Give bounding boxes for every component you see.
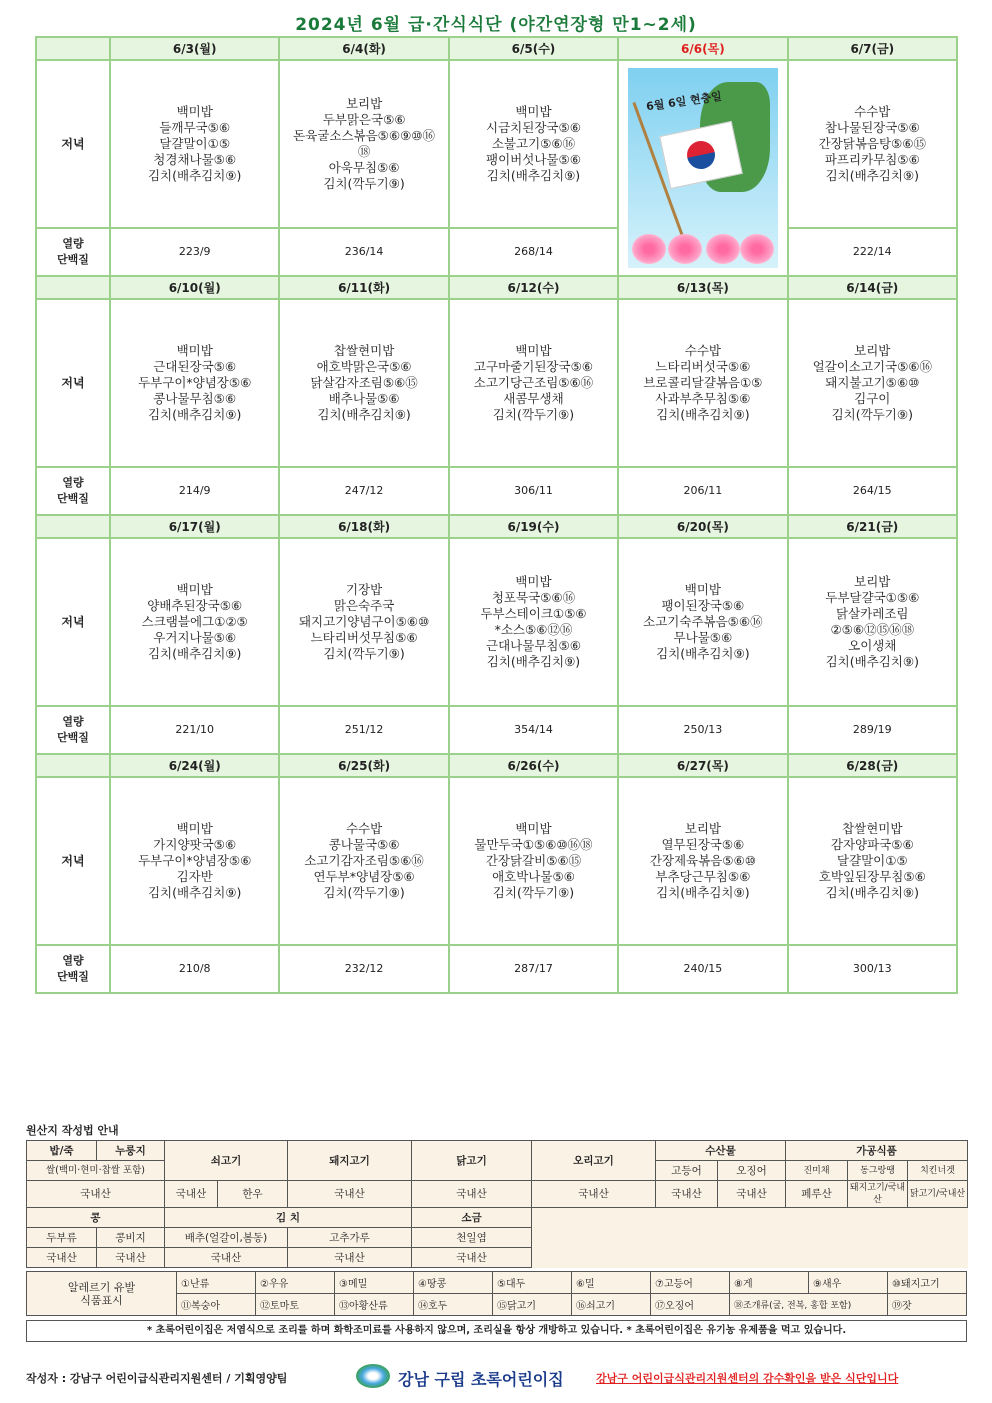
- day-nutrition: 210/8: [110, 945, 279, 993]
- author-text: 작성자 : 강남구 어린이급식관리지원센터 / 기획영양팀: [26, 1372, 288, 1385]
- day-date: 6/14(금): [788, 276, 957, 299]
- origin-v-chickennugget: 닭고기/국내산: [908, 1181, 968, 1208]
- day-menu: [279, 60, 448, 228]
- day-date: 6/11(화): [279, 276, 448, 299]
- menu-item: 우거지나물⑤⑥: [153, 630, 237, 645]
- day-menu: [449, 538, 618, 706]
- date-row: [36, 515, 957, 538]
- origin-h-chili: 고추가루: [288, 1228, 412, 1248]
- menu-item: 고구마줄기된장국⑤⑥: [473, 359, 593, 374]
- allergen-item: ①난류: [177, 1272, 256, 1294]
- page-title: 2024년 6월 급·간식식단 (야간연장형 만1~2세): [295, 15, 697, 35]
- origin-h-squid: 오징어: [718, 1161, 786, 1181]
- menu-item: 파프리카무침⑤⑥: [824, 152, 920, 167]
- menu-item: 김치(배추김치⑨): [147, 407, 242, 422]
- allergy-label: 알레르기 유발 식품표시: [27, 1272, 177, 1316]
- menu-item: 김치(깍두기⑨): [323, 176, 405, 191]
- nutrition-row-label: 열량 단백질: [36, 467, 110, 515]
- menu-item: 호박잎된장무침⑤⑥: [818, 869, 926, 884]
- day-menu: [788, 777, 957, 945]
- allergen-item: ⑫토마토: [256, 1294, 335, 1316]
- kindergarten-name: 강남 구립 초록어린이집: [398, 1370, 564, 1389]
- day-date: 6/3(월): [110, 37, 279, 60]
- origin-h-kongbiji: 콩비지: [97, 1228, 165, 1248]
- day-nutrition: 236/14: [279, 228, 448, 276]
- day-menu: [279, 777, 448, 945]
- menu-item: 백미밥: [176, 821, 213, 836]
- menu-item: 달걀말이①⑤: [836, 853, 908, 868]
- day-menu: [279, 538, 448, 706]
- footer: [26, 1362, 966, 1390]
- menu-item: 스크램블에그①②⑤: [141, 614, 248, 629]
- menu-item: 보리밥: [684, 821, 721, 836]
- menu-item: 김치(깍두기⑨): [323, 646, 405, 661]
- menu-item: 간장닭볶음탕⑤⑥⑮: [818, 136, 926, 151]
- menu-item: 두부달걀국①⑤⑥: [825, 590, 920, 605]
- menu-item: 가지양팟국⑤⑥: [153, 837, 237, 852]
- menu-item: 김치(배추김치⑨): [317, 407, 411, 422]
- meal-row-label: 저녁: [36, 538, 110, 706]
- menu-item: 두부구이*양념장⑤⑥: [138, 853, 252, 868]
- origin-h-mackerel: 고등어: [656, 1161, 718, 1181]
- origin-v-tofu: 국내산: [27, 1248, 97, 1268]
- origin-section-title: 원산지 작성법 안내: [26, 1124, 119, 1137]
- allergy-table: [26, 1271, 967, 1316]
- menu-item: 배추나물⑤⑥: [328, 391, 400, 406]
- day-nutrition: 232/12: [279, 945, 448, 993]
- menu-item: 돼지불고기⑤⑥⑩: [825, 375, 920, 390]
- illustration-caption: 6월 6일 현충일: [645, 89, 723, 114]
- date-row: [36, 37, 957, 60]
- menu-item: 찹쌀현미밥: [842, 821, 903, 836]
- menu-item: 양배추된장국⑤⑥: [147, 598, 243, 613]
- menu-item: 백미밥: [176, 343, 213, 358]
- menu-item: 참나물된장국⑤⑥: [824, 120, 920, 135]
- origin-h-chicken: 닭고기: [412, 1141, 532, 1181]
- menu-item: 보리밥: [854, 343, 891, 358]
- origin-v-chili: 국내산: [288, 1248, 412, 1268]
- allergen-item: ⑦고등어: [651, 1272, 730, 1294]
- allergen-item: ③메밀: [335, 1272, 414, 1294]
- day-menu: [788, 299, 957, 467]
- origin-v-beef1: 국내산: [165, 1181, 218, 1208]
- menu-item: 찹쌀현미밥: [333, 343, 395, 358]
- day-nutrition: 306/11: [449, 467, 618, 515]
- menu-item: 김치(깍두기⑨): [492, 885, 575, 900]
- menu-item: 김치(깍두기⑨): [831, 407, 913, 422]
- menu-item: 김구이: [854, 391, 891, 406]
- menu-item: 백미밥: [515, 343, 552, 358]
- menu-item: 간장닭갈비⑤⑥⑮: [485, 853, 582, 868]
- menu-table: [35, 36, 958, 994]
- menu-item: 소고기감자조림⑤⑥⑯: [304, 853, 424, 868]
- day-date: 6/12(수): [449, 276, 618, 299]
- allergen-item: ⑧게: [730, 1272, 809, 1294]
- allergen-item: ⑱조개류(굴, 전복, 홍합 포함): [730, 1294, 888, 1316]
- origin-v-cabbage: 국내산: [165, 1248, 288, 1268]
- flowers-icon: [628, 222, 778, 268]
- origin-h-cabbage: 배추(얼갈이,봄동): [165, 1228, 288, 1248]
- allergen-item: ②우유: [256, 1272, 335, 1294]
- menu-item: 김치(배추김치⑨): [656, 885, 750, 900]
- date-row: [36, 754, 957, 777]
- day-nutrition: 251/12: [279, 706, 448, 754]
- menu-item: 수수밥: [684, 343, 721, 358]
- menu-item: 김치(배추김치⑨): [486, 654, 581, 669]
- day-menu: [618, 299, 787, 467]
- day-date: 6/25(화): [279, 754, 448, 777]
- menu-item: 새콤무생채: [503, 391, 564, 406]
- menu-item: 돈육굴소스볶음⑤⑥⑨⑩⑯: [293, 128, 436, 143]
- date-row-label: [36, 276, 110, 299]
- origin-h-pork: 돼지고기: [288, 1141, 412, 1181]
- day-date: 6/26(수): [449, 754, 618, 777]
- day-menu: [449, 60, 618, 228]
- allergen-item: ⑭호두: [414, 1294, 493, 1316]
- kindergarten-logo-icon: [356, 1364, 390, 1388]
- allergen-item: ⑮닭고기: [493, 1294, 572, 1316]
- allergen-item: ⑪복숭아: [177, 1294, 256, 1316]
- menu-item: 백미밥: [515, 574, 552, 589]
- origin-h-salt: 소금: [412, 1208, 532, 1228]
- menu-item: 김치(배추김치⑨): [656, 646, 750, 661]
- menu-item: 백미밥: [684, 582, 721, 597]
- menu-item: 근대나물무침⑤⑥: [486, 638, 581, 653]
- origin-h-chickennugget: 치킨너겟: [908, 1161, 968, 1181]
- origin-h-sea-salt: 천일염: [412, 1228, 532, 1248]
- memorial-day-illustration: [628, 68, 778, 268]
- day-menu: [110, 60, 279, 228]
- menu-item: *소스⑤⑥⑫⑯: [494, 622, 573, 637]
- date-row-label: [36, 754, 110, 777]
- menu-item: 김자반: [176, 869, 213, 884]
- origin-h-tofu: 두부류: [27, 1228, 97, 1248]
- nutrition-row-label: 열량 단백질: [36, 706, 110, 754]
- menu-item: 오이생채: [848, 638, 897, 653]
- menu-item: 김치(배추김치⑨): [486, 168, 581, 183]
- day-date: 6/17(월): [110, 515, 279, 538]
- allergen-item: ⑨새우: [809, 1272, 888, 1294]
- menu-item: 팽이버섯나물⑤⑥: [486, 152, 581, 167]
- day-nutrition: 289/19: [788, 706, 957, 754]
- day-nutrition: 300/13: [788, 945, 957, 993]
- allergen-item: ⑬아황산류: [335, 1294, 414, 1316]
- menu-item: 느타리버섯국⑤⑥: [655, 359, 751, 374]
- menu-item: 닭살카레조림: [836, 606, 909, 621]
- day-menu: [618, 777, 787, 945]
- origin-v-mackerel: 국내산: [656, 1181, 718, 1208]
- origin-h-duck: 오리고기: [532, 1141, 656, 1181]
- day-nutrition: 247/12: [279, 467, 448, 515]
- menu-item: 김치(배추김치⑨): [147, 885, 242, 900]
- menu-item: 청경채나물⑤⑥: [153, 152, 237, 167]
- menu-item: 두부스테이크①⑤⑥: [480, 606, 587, 621]
- origin-v-duck: 국내산: [532, 1181, 656, 1208]
- menu-item: 콩나물무침⑤⑥: [153, 391, 237, 406]
- day-menu: [110, 538, 279, 706]
- menu-item: 김치(배추김치⑨): [147, 646, 242, 661]
- taeguk-icon: [684, 138, 717, 171]
- day-nutrition: 287/17: [449, 945, 618, 993]
- day-date: 6/6(목): [618, 37, 787, 60]
- menu-item: 두부구이*양념장⑤⑥: [138, 375, 252, 390]
- day-nutrition: 264/15: [788, 467, 957, 515]
- day-nutrition: 250/13: [618, 706, 787, 754]
- day-nutrition: 268/14: [449, 228, 618, 276]
- menu-item: 시금치된장국⑤⑥: [486, 120, 581, 135]
- menu-item: 소고기숙주볶음⑤⑥⑯: [643, 614, 763, 629]
- menu-item: 보리밥: [345, 96, 383, 111]
- day-date: 6/5(수): [449, 37, 618, 60]
- menu-item: 청포묵국⑤⑥⑯: [491, 590, 576, 605]
- menu-item: 김치(깍두기⑨): [492, 407, 575, 422]
- day-menu: [110, 299, 279, 467]
- menu-item: 들깨무국⑤⑥: [159, 120, 231, 135]
- menu-item: 부추당근무침⑤⑥: [655, 869, 751, 884]
- menu-item: 간장제육볶음⑤⑥⑩: [649, 853, 756, 868]
- menu-item: 김치(배추김치⑨): [656, 407, 750, 422]
- menu-item: 백미밥: [515, 821, 552, 836]
- menu-item: 백미밥: [176, 104, 213, 119]
- meal-row-label: 저녁: [36, 299, 110, 467]
- day-date: 6/27(목): [618, 754, 787, 777]
- day-menu: [110, 777, 279, 945]
- day-date: 6/7(금): [788, 37, 957, 60]
- menu-item: ⑱: [357, 144, 371, 159]
- menu-item: 콩나물국⑤⑥: [328, 837, 400, 852]
- menu-item: 김치(배추김치⑨): [825, 168, 919, 183]
- allergen-item: ④땅콩: [414, 1272, 493, 1294]
- meal-row-label: 저녁: [36, 777, 110, 945]
- day-date: 6/24(월): [110, 754, 279, 777]
- day-menu: [788, 60, 957, 228]
- day-date: 6/21(금): [788, 515, 957, 538]
- menu-item: 맑은숙주국: [333, 598, 395, 613]
- day-menu: [449, 299, 618, 467]
- day-nutrition: 240/15: [618, 945, 787, 993]
- day-menu: [618, 538, 787, 706]
- menu-item: 보리밥: [854, 574, 891, 589]
- origin-h-processed: 가공식품: [786, 1141, 968, 1161]
- menu-item: 수수밥: [345, 821, 383, 836]
- origin-h-rice-sub: 쌀(백미·현미·찹쌀 포함): [27, 1161, 165, 1181]
- menu-item: 애호박나물⑤⑥: [492, 869, 575, 884]
- day-menu: [449, 777, 618, 945]
- nutrition-row-label: 열량 단백질: [36, 228, 110, 276]
- menu-item: 돼지고기양념구이⑤⑥⑩: [298, 614, 430, 629]
- day-date: 6/10(월): [110, 276, 279, 299]
- menu-item: 김치(깍두기⑨): [323, 885, 405, 900]
- origin-v-rice: 국내산: [27, 1181, 165, 1208]
- origin-v-pork: 국내산: [288, 1181, 412, 1208]
- origin-v-salt: 국내산: [412, 1248, 532, 1268]
- menu-item: 백미밥: [176, 582, 213, 597]
- day-menu: [279, 299, 448, 467]
- menu-item: 김치(배추김치⑨): [825, 885, 919, 900]
- day-menu: [788, 538, 957, 706]
- menu-item: 연두부*양념장⑤⑥: [313, 869, 415, 884]
- nutrition-row-label: 열량 단백질: [36, 945, 110, 993]
- meal-row-label: 저녁: [36, 60, 110, 228]
- menu-item: 애호박맑은국⑤⑥: [316, 359, 412, 374]
- origin-h-jinmichae: 진미채: [786, 1161, 848, 1181]
- menu-item: 소불고기⑤⑥⑯: [491, 136, 576, 151]
- origin-table: [26, 1140, 968, 1268]
- menu-item: 백미밥: [515, 104, 552, 119]
- origin-h-beef: 쇠고기: [165, 1141, 288, 1181]
- menu-item: 느타리버섯무침⑤⑥: [310, 630, 418, 645]
- day-date: 6/4(화): [279, 37, 448, 60]
- allergen-item: ⑥밀: [572, 1272, 651, 1294]
- day-nutrition: 221/10: [110, 706, 279, 754]
- origin-h-donggeurang: 동그랑땡: [848, 1161, 908, 1181]
- day-date: 6/28(금): [788, 754, 957, 777]
- origin-v-beef2: 한우: [218, 1181, 288, 1208]
- kindergarten-note: * 초록어린이집은 저염식으로 조리를 하며 화학조미료를 사용하지 않으며, 조리실을 항상 개방하고 있습니다. * 초록어린이집은 유기농 유제품을 먹고 있습니다.: [26, 1320, 967, 1342]
- origin-v-donggeurang: 돼지고기/국내산: [848, 1181, 908, 1208]
- origin-h-nurungji: 누룽지: [97, 1141, 165, 1161]
- menu-item: 아욱무침⑤⑥: [328, 160, 400, 175]
- day-nutrition: 206/11: [618, 467, 787, 515]
- menu-item: 브로콜리달걀볶음①⑤: [643, 375, 763, 390]
- day-date: 6/13(목): [618, 276, 787, 299]
- date-row-label: [36, 37, 110, 60]
- origin-v-kongbiji: 국내산: [97, 1248, 165, 1268]
- menu-item: 물만두국①⑤⑥⑩⑯⑱: [474, 837, 593, 852]
- menu-item: 김치(배추김치⑨): [147, 168, 242, 183]
- day-date: 6/19(수): [449, 515, 618, 538]
- origin-blank-area: [532, 1208, 968, 1268]
- menu-item: 기장밥: [345, 582, 383, 597]
- origin-v-squid: 국내산: [718, 1181, 786, 1208]
- day-nutrition: 223/9: [110, 228, 279, 276]
- menu-item: 수수밥: [854, 104, 891, 119]
- menu-item: 닭살감자조림⑤⑥⑮: [310, 375, 418, 390]
- menu-item: 얼갈이소고기국⑤⑥⑯: [812, 359, 932, 374]
- origin-h-seafood: 수산물: [656, 1141, 786, 1161]
- origin-v-jinmichae: 페루산: [786, 1181, 848, 1208]
- menu-item: 김치(배추김치⑨): [825, 654, 919, 669]
- date-row-label: [36, 515, 110, 538]
- allergen-item: ⑩돼지고기: [888, 1272, 967, 1294]
- allergen-item: ⑲잣: [888, 1294, 967, 1316]
- menu-item: 무나물⑤⑥: [673, 630, 733, 645]
- allergen-item: ⑤대두: [493, 1272, 572, 1294]
- menu-item: 팽이된장국⑤⑥: [661, 598, 745, 613]
- origin-h-bean: 콩: [27, 1208, 165, 1228]
- menu-item: 두부맑은국⑤⑥: [322, 112, 406, 127]
- day-date: 6/18(화): [279, 515, 448, 538]
- allergen-item: ⑯쇠고기: [572, 1294, 651, 1316]
- origin-v-chicken: 국내산: [412, 1181, 532, 1208]
- menu-item: ②⑤⑥⑫⑮⑯⑱: [830, 622, 915, 637]
- day-nutrition: 222/14: [788, 228, 957, 276]
- approval-text: 강남구 어린이급식관리지원센터의 감수확인을 받은 식단입니다: [596, 1372, 899, 1385]
- menu-item: 소고기당근조림⑤⑥⑯: [473, 375, 594, 390]
- origin-h-kimchi: 김 치: [165, 1208, 412, 1228]
- menu-item: 근대된장국⑤⑥: [153, 359, 237, 374]
- date-row: [36, 276, 957, 299]
- origin-h-rice: 밥/죽: [27, 1141, 97, 1161]
- allergen-item: ⑰오징어: [651, 1294, 730, 1316]
- menu-item: 열무된장국⑤⑥: [661, 837, 745, 852]
- menu-item: 사과부추무침⑤⑥: [655, 391, 751, 406]
- day-date: 6/20(목): [618, 515, 787, 538]
- menu-item: 감자양파국⑤⑥: [830, 837, 914, 852]
- day-nutrition: 354/14: [449, 706, 618, 754]
- menu-item: 달걀말이①⑤: [159, 136, 231, 151]
- day-nutrition: 214/9: [110, 467, 279, 515]
- day-menu: [618, 60, 787, 276]
